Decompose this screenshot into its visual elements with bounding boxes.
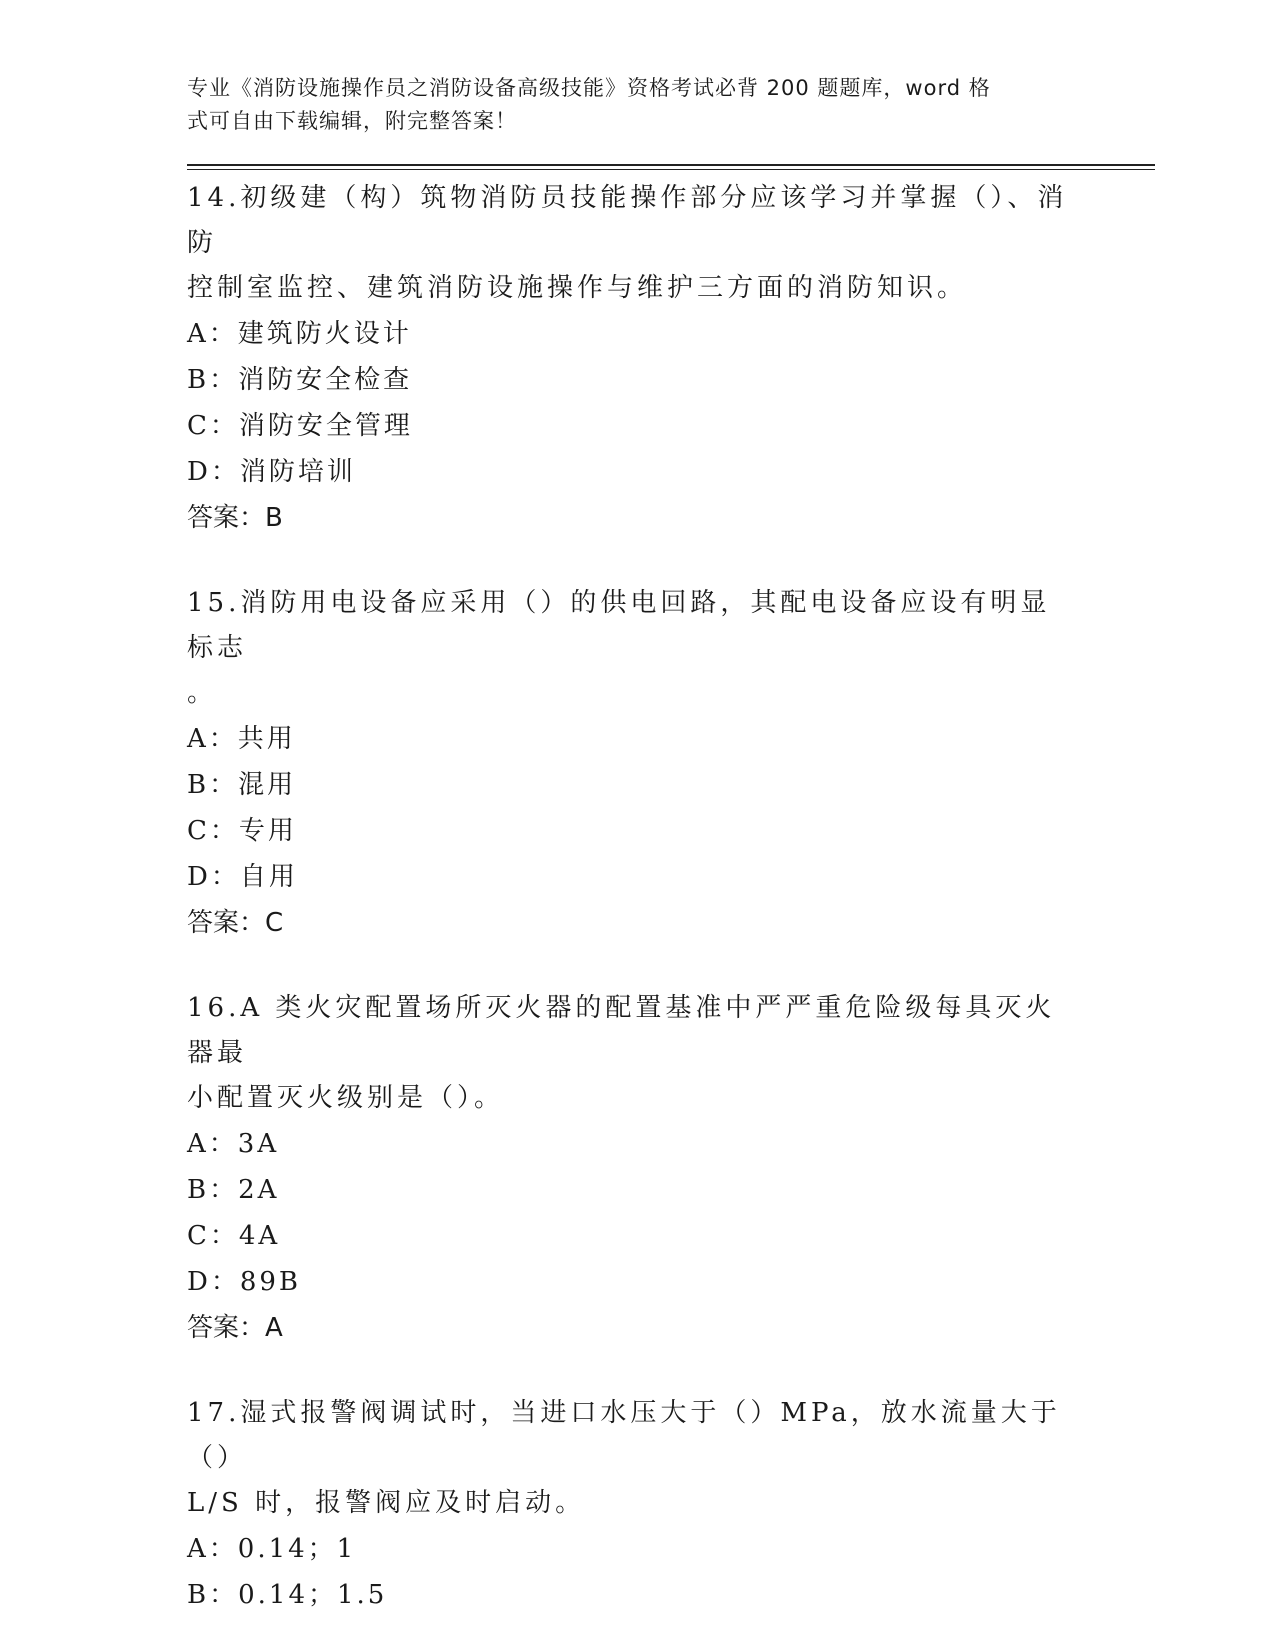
question-spacer	[187, 946, 1075, 986]
question-spacer	[187, 1351, 1075, 1391]
option-b: B：0.14；1.5	[187, 1580, 388, 1610]
option-b: B：混用	[187, 770, 297, 800]
option-c: C：消防安全管理	[187, 411, 413, 441]
document-header-line-2: 式可自由下载编辑，附完整答案！	[187, 109, 517, 133]
question-stem: 14.初级建（构）筑物消防员技能操作部分应该学习并掌握（）、消防	[187, 183, 1068, 258]
option-a: A：3A	[187, 1129, 280, 1159]
option-d: D：89B	[187, 1267, 302, 1297]
question-stem: 16.A 类火灾配置场所灭火器的配置基准中严严重危险级每具灭火器最	[187, 993, 1056, 1068]
question-stem: 17.湿式报警阀调试时，当进口水压大于（）MPa，放水流量大于（）	[187, 1398, 1061, 1473]
question-stem: 15.消防用电设备应采用（）的供电回路，其配电设备应设有明显标志	[187, 588, 1051, 663]
option-a: A：共用	[187, 724, 296, 754]
header-divider	[187, 164, 1155, 170]
question-15	[187, 581, 1075, 946]
answer: 答案：B	[187, 503, 283, 533]
question-14	[187, 176, 1075, 541]
option-a: A：0.14；1	[187, 1534, 357, 1564]
document-header-line-1: 专业《消防设施操作员之消防设备高级技能》资格考试必背 200 题题库，word 格	[187, 76, 991, 100]
answer: 答案：C	[187, 908, 284, 938]
question-stem: 小配置灭火级别是（）。	[187, 1083, 505, 1113]
option-d: D：自用	[187, 862, 298, 892]
question-stem: L/S 时，报警阀应及时启动。	[187, 1488, 586, 1518]
option-d: D：消防培训	[187, 457, 356, 487]
question-stem: 控制室监控、建筑消防设施操作与维护三方面的消防知识。	[187, 273, 968, 303]
document-page	[187, 72, 1075, 1618]
option-c: C：专用	[187, 816, 297, 846]
question-17	[187, 1391, 1075, 1618]
option-a: A：建筑防火设计	[187, 319, 412, 349]
question-spacer	[187, 541, 1075, 581]
answer: 答案：A	[187, 1313, 283, 1343]
option-c: C：4A	[187, 1221, 281, 1251]
option-b: B：2A	[187, 1175, 280, 1205]
option-b: B：消防安全检查	[187, 365, 413, 395]
question-16	[187, 986, 1075, 1351]
question-stem: 。	[187, 678, 218, 708]
